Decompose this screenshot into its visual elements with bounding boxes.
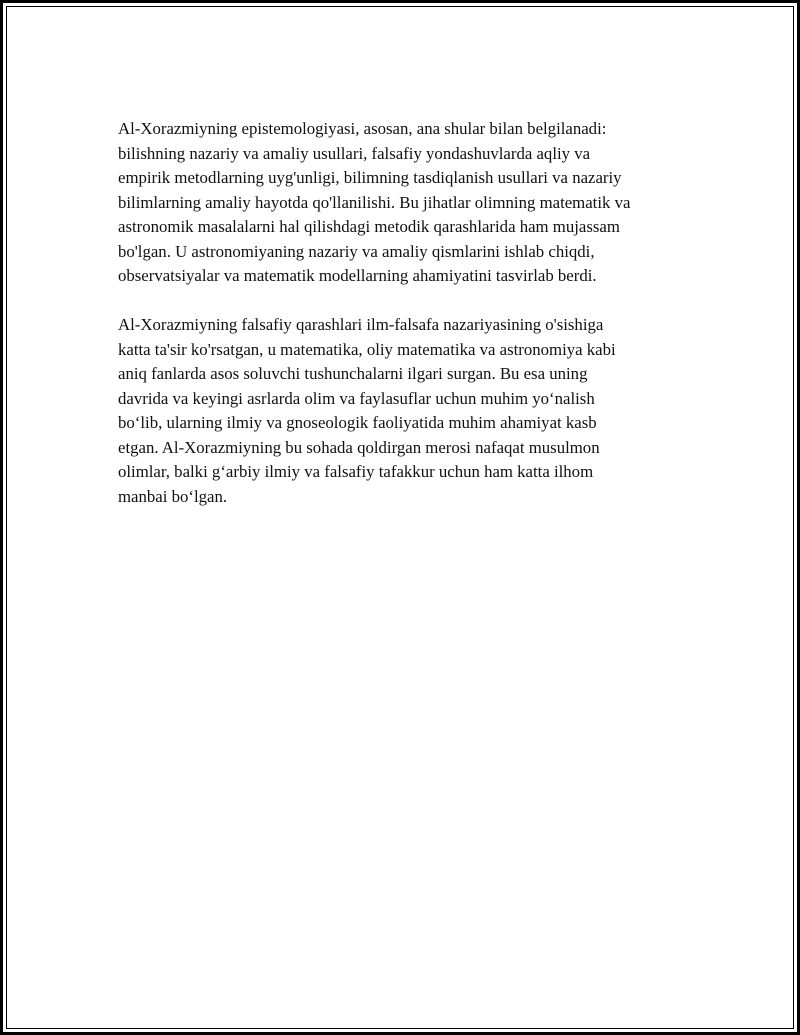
text-line: etgan. Al-Xorazmiyning bu sohada qoldirgan merosi nafaqat musulmon — [118, 437, 600, 457]
paragraph-philosophy — [118, 313, 688, 509]
text-line: bilimlarning amaliy hayotda qo'llanilishi. Bu jihatlar olimning matematik va — [118, 192, 631, 212]
text-line: aniq fanlarda asos soluvchi tushunchalarni ilgari surgan. Bu esa uning — [118, 364, 588, 383]
text-line: observatsiyalar va matematik modellarning ahamiyatini tasvirlab berdi. — [118, 266, 597, 285]
text-line: bilishning nazariy va amaliy usullari, falsafiy yondashuvlarda aqliy va — [118, 143, 591, 163]
text-line: olimlar, balki g‘arbiy ilmiy va falsafiy tafakkur uchun ham katta ilhom — [118, 462, 594, 481]
text-line: Al-Xorazmiyning falsafiy qarashlari ilm-falsafa nazariyasining o'sishiga — [118, 315, 604, 334]
text-line: Al-Xorazmiyning epistemologiyasi, asosan, ana shular bilan belgilanadi: — [118, 119, 607, 138]
text-line: davrida va keyingi asrlarda olim va faylasuflar uchun muhim yo‘nalish — [118, 388, 595, 408]
text-line: katta ta'sir ko'rsatgan, u matematika, oliy matematika va astronomiya kabi — [118, 339, 616, 359]
text-line: bo'lgan. U astronomiyaning nazariy va amaliy qismlarini ishlab chiqdi, — [118, 241, 595, 261]
text-line: bo‘lib, ularning ilmiy va gnoseologik faoliyatida muhim ahamiyat kasb — [118, 413, 597, 432]
text-line: astronomik masalalarni hal qilishdagi metodik qarashlarida ham mujassam — [118, 217, 620, 236]
paragraph-epistemology — [118, 117, 688, 289]
text-line: empirik metodlarning uyg'unligi, bilimning tasdiqlanish usullari va nazariy — [118, 168, 622, 187]
document-body — [118, 117, 688, 534]
text-line: manbai bo‘lgan. — [118, 486, 228, 506]
